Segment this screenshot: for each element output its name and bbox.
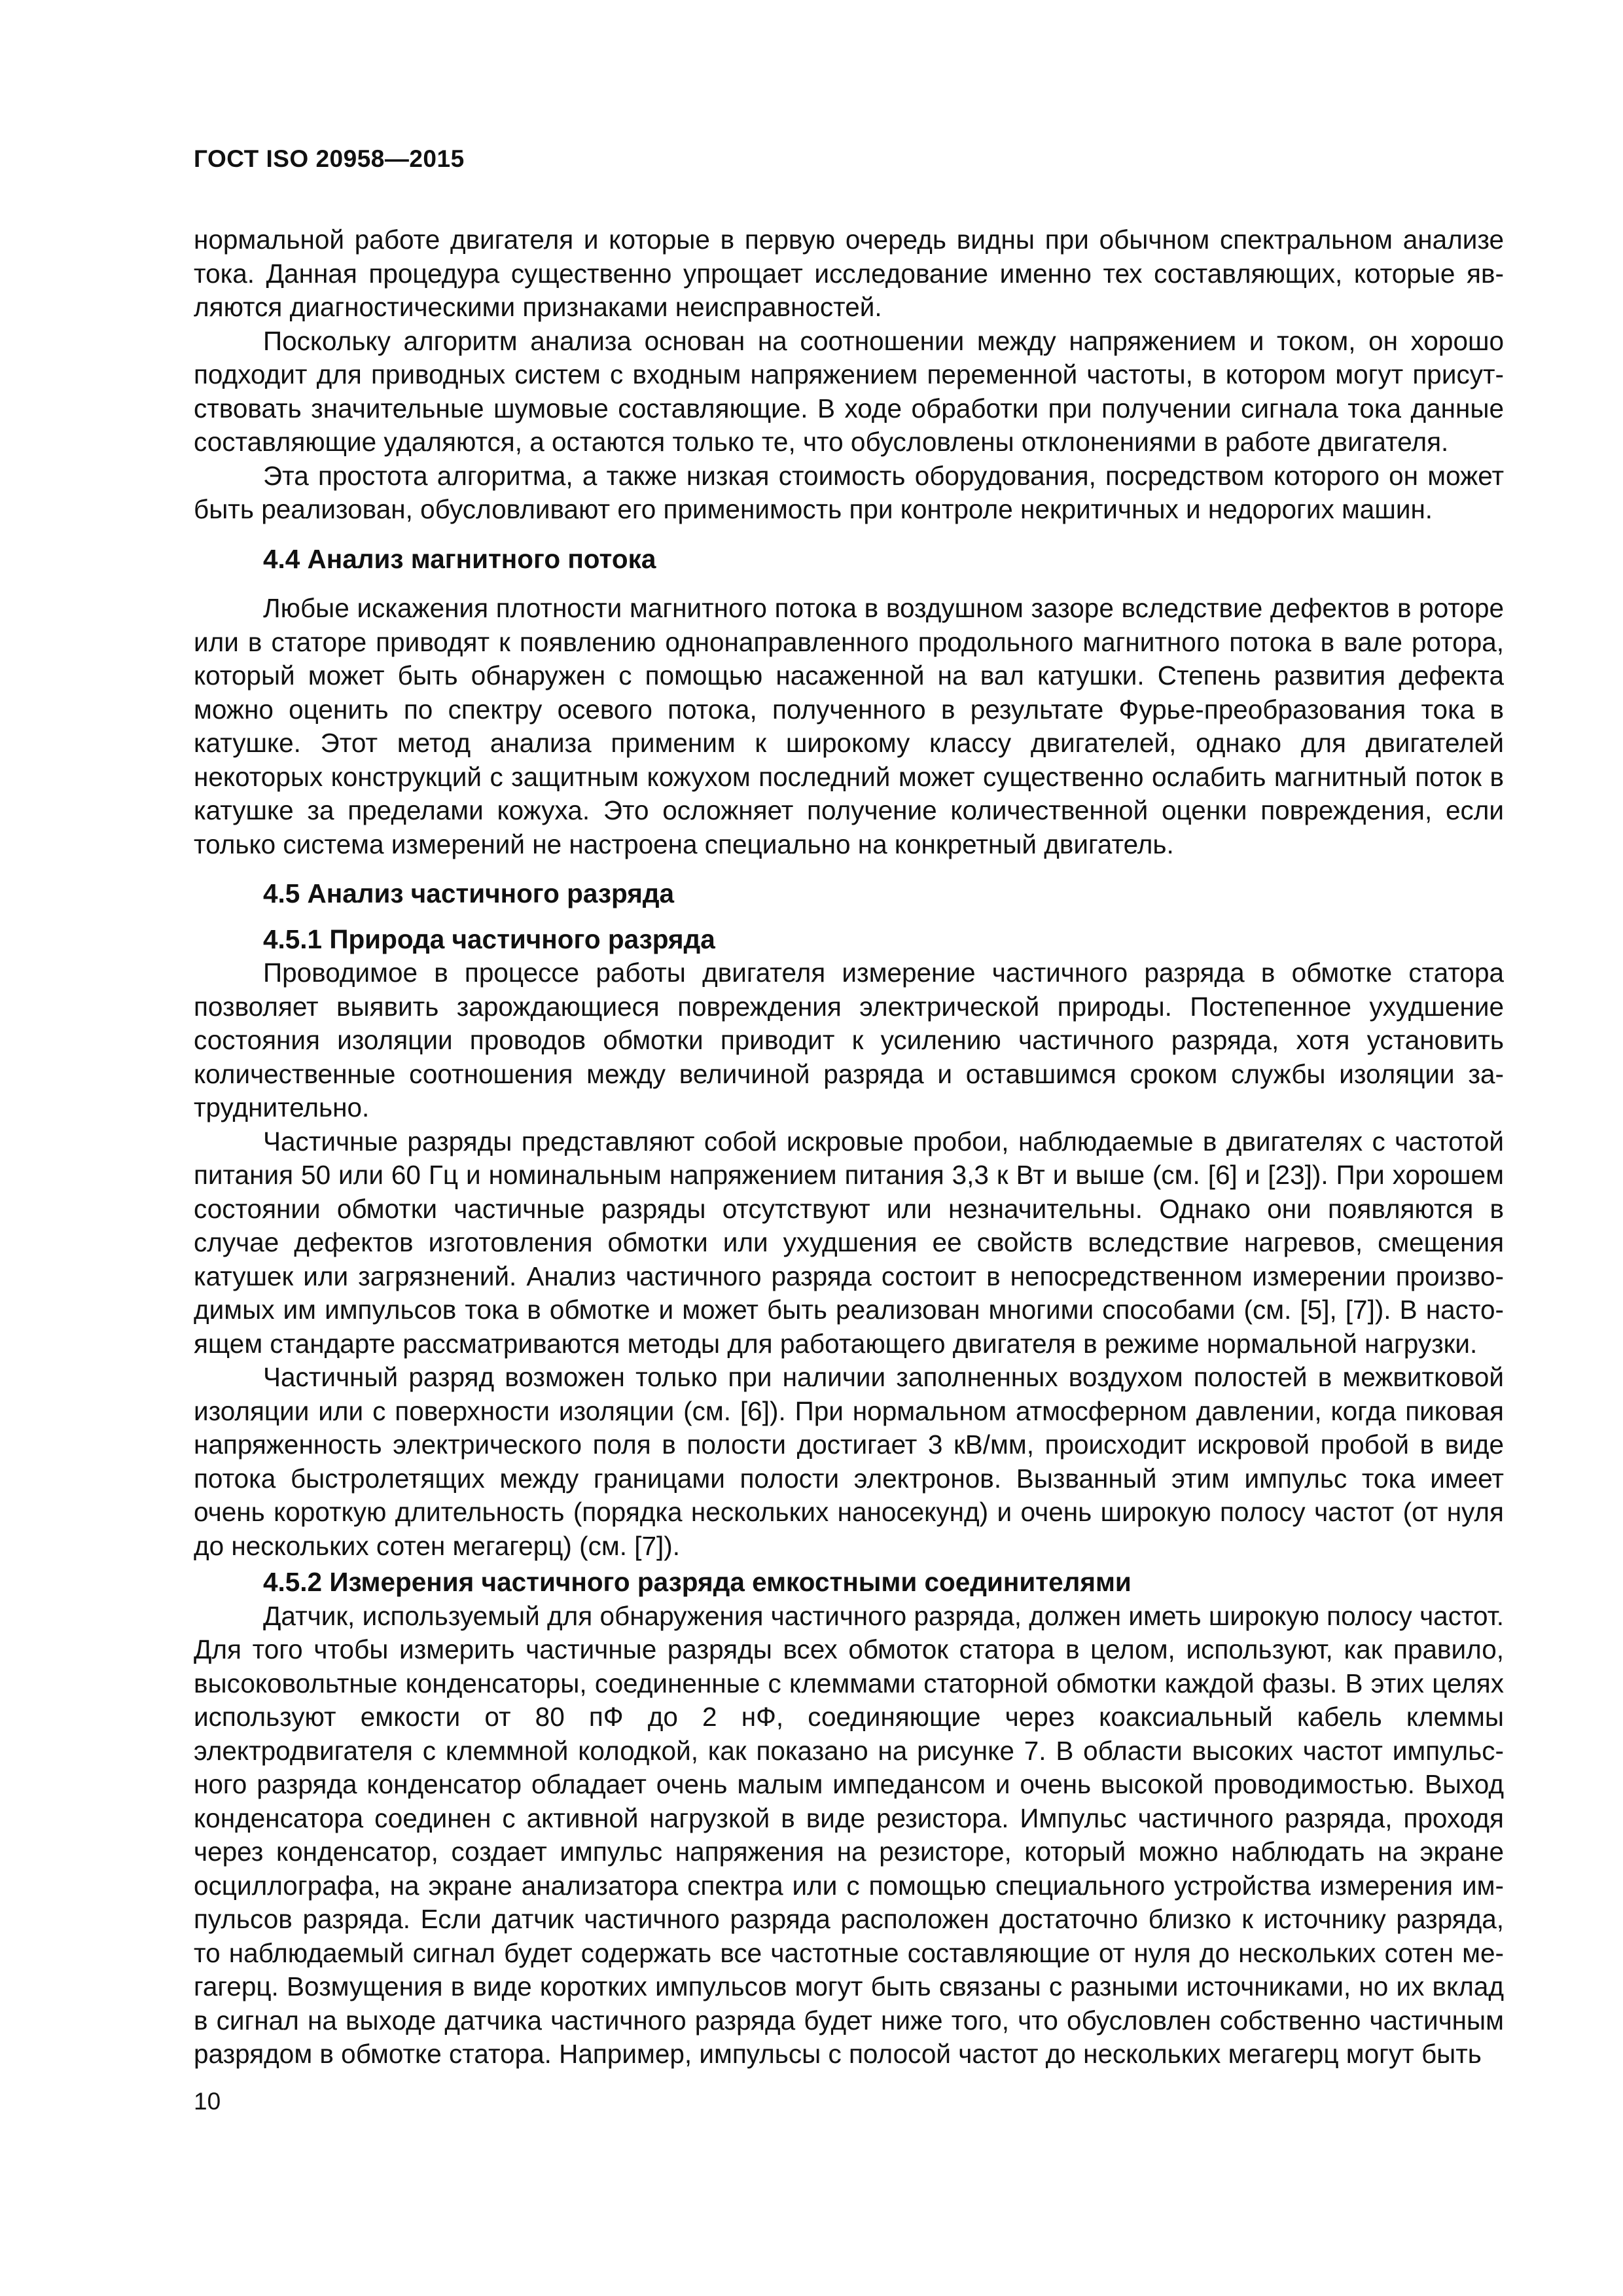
paragraph: Поскольку алгоритм анализа основан на соотношении между напряжением и током, он хорошо подходит для приводных систем с входным напряжением переменной частоты, в котором могут присутствовать значительные шумовые составляющие. В ходе обработки при получении сигнала тока данные составляющие удаляются, а остаются только те, что обусловлены отклонениями в работе двигателя. (194, 325, 1504, 457)
paragraph: Проводимое в процессе работы двигателя измерение частичного разряда в обмотке статора позволяет выявить зарождающиеся повреждения электрической природы. Постепенное ухудшение состояния изоляции проводов обмотки приводит к усилению частичного разряда, хотя установить количественные соотношения между величиной разряда и оставшимся сроком службы изоляции затруднительно. (194, 958, 1504, 1122)
paragraph: Частичный разряд возможен только при наличии заполненных воздухом полостей в межвитковой изоляции или с поверхности изоляции (см. [6]). При нормальном атмосферном давлении, когда пиковая напряженность электрического поля в полости достигает 3 кВ/мм, происходит искровой пробой в виде потока быстролетящих между границами полости электронов. Вызванный этим импульс тока имеет очень короткую длительность (порядка нескольких наносекунд) и очень широкую полосу частот (от нуля до нескольких сотен мегагерц) (см. [7]). (194, 1362, 1504, 1561)
subsection-heading-4-5-1: 4.5.1 Природа частичного разряда (263, 924, 715, 954)
document-header: ГОСТ ISO 20958—2015 (194, 145, 465, 172)
paragraph: Любые искажения плотности магнитного потока в воздушном зазоре вследствие дефектов в роторе или в статоре приводят к появлению однонаправленного продольного магнитного потока в вале ротора, который может быть обнаружен с помощью насаженной на вал катушки. Степень развития дефекта можно оценить по спектру осевого потока, полученного в результате Фурье-преобразования тока в катушке. Этот метод анализа применим к широкому классу двигателей, однако для двигателей некоторых конструкций с защитным кожухом последний может существенно ослабить магнитный поток в катушке за пределами кожуха. Это осложняет получение количественной оценки повреждения, если только система измерений не настроена специально на конкретный двигатель. (194, 593, 1504, 859)
subsection-heading-4-5-2: 4.5.2 Измерения частичного разряда емкостными соединителями (263, 1567, 1132, 1597)
paragraph: Эта простота алгоритма, а также низкая стоимость оборудования, посредством которого он может быть реализован, обусловливают его применимость при контроле некритичных и недорогих машин. (194, 460, 1504, 524)
paragraph: Датчик, используемый для обнаружения частичного разряда, должен иметь широкую полосу частот. Для того чтобы измерить частичные разряды всех обмоток статора в целом, используют, как правило, высоковольтные конденсаторы, соединенные с клеммами статорной обмотки каждой фазы. В этих целях используют емкости от 80 пФ до 2 нФ, соединяющие через коаксиальный кабель клеммы электродвигателя с клеммной колодкой, как показано на рисунке 7. В области высоких частот импульсного разряда конденсатор обладает очень малым импедансом и очень высокой проводимостью. Выход конденсатора соединен с активной нагрузкой в виде резистора. Импульс частичного разряда, проходя через конденсатор, создает импульс напряжения на резисторе, который можно наблюдать на экране осциллографа, на экране анализатора спектра или с помощью специального устройства измерения импульсов разряда. Если датчик частичного разряда расположен достаточно близко к источнику разряда, то наблюдаемый сигнал будет содержать все частотные составляющие от нуля до нескольких сотен мегагерц. Возмущения в виде коротких импульсов могут быть связаны с разными источниками, но их вклад в сигнал на выходе датчика частичного разряда будет ниже того, что обусловлен собственно частичным разрядом в обмотке статора. Например, импульсы с полосой частот до нескольких мегагерц могут быть (194, 1600, 1504, 2069)
page-number: 10 (194, 2088, 221, 2115)
section-heading-4-5: 4.5 Анализ частичного разряда (263, 878, 675, 908)
document-body (194, 223, 1504, 2072)
paragraph: нормальной работе двигателя и которые в первую очередь видны при обычном спектральном анализе тока. Данная процедура существенно упрощает исследование именно тех составляющих, которые являются диагностическими признаками неисправностей. (194, 224, 1504, 322)
paragraph: Частичные разряды представляют собой искровые пробои, наблюдаемые в двигателях с частотой питания 50 или 60 Гц и номинальным напряжением питания 3,3 к Вт и выше (см. [6] и [23]). При хорошем состоянии обмотки частичные разряды отсутствуют или незначительны. Однако они появляются в случае дефектов изготовления обмотки или ухудшения ее свойств вследствие нагревов, смещения катушек или загрязнений. Анализ частичного разряда состоит в непосредственном измерении производимых им импульсов тока в обмотке и может быть реализован многими способами (см. [5], [7]). В настоящем стандарте рассматриваются методы для работающего двигателя в режиме нормальной нагрузки. (194, 1126, 1504, 1359)
section-heading-4-4: 4.4 Анализ магнитного потока (263, 543, 656, 574)
